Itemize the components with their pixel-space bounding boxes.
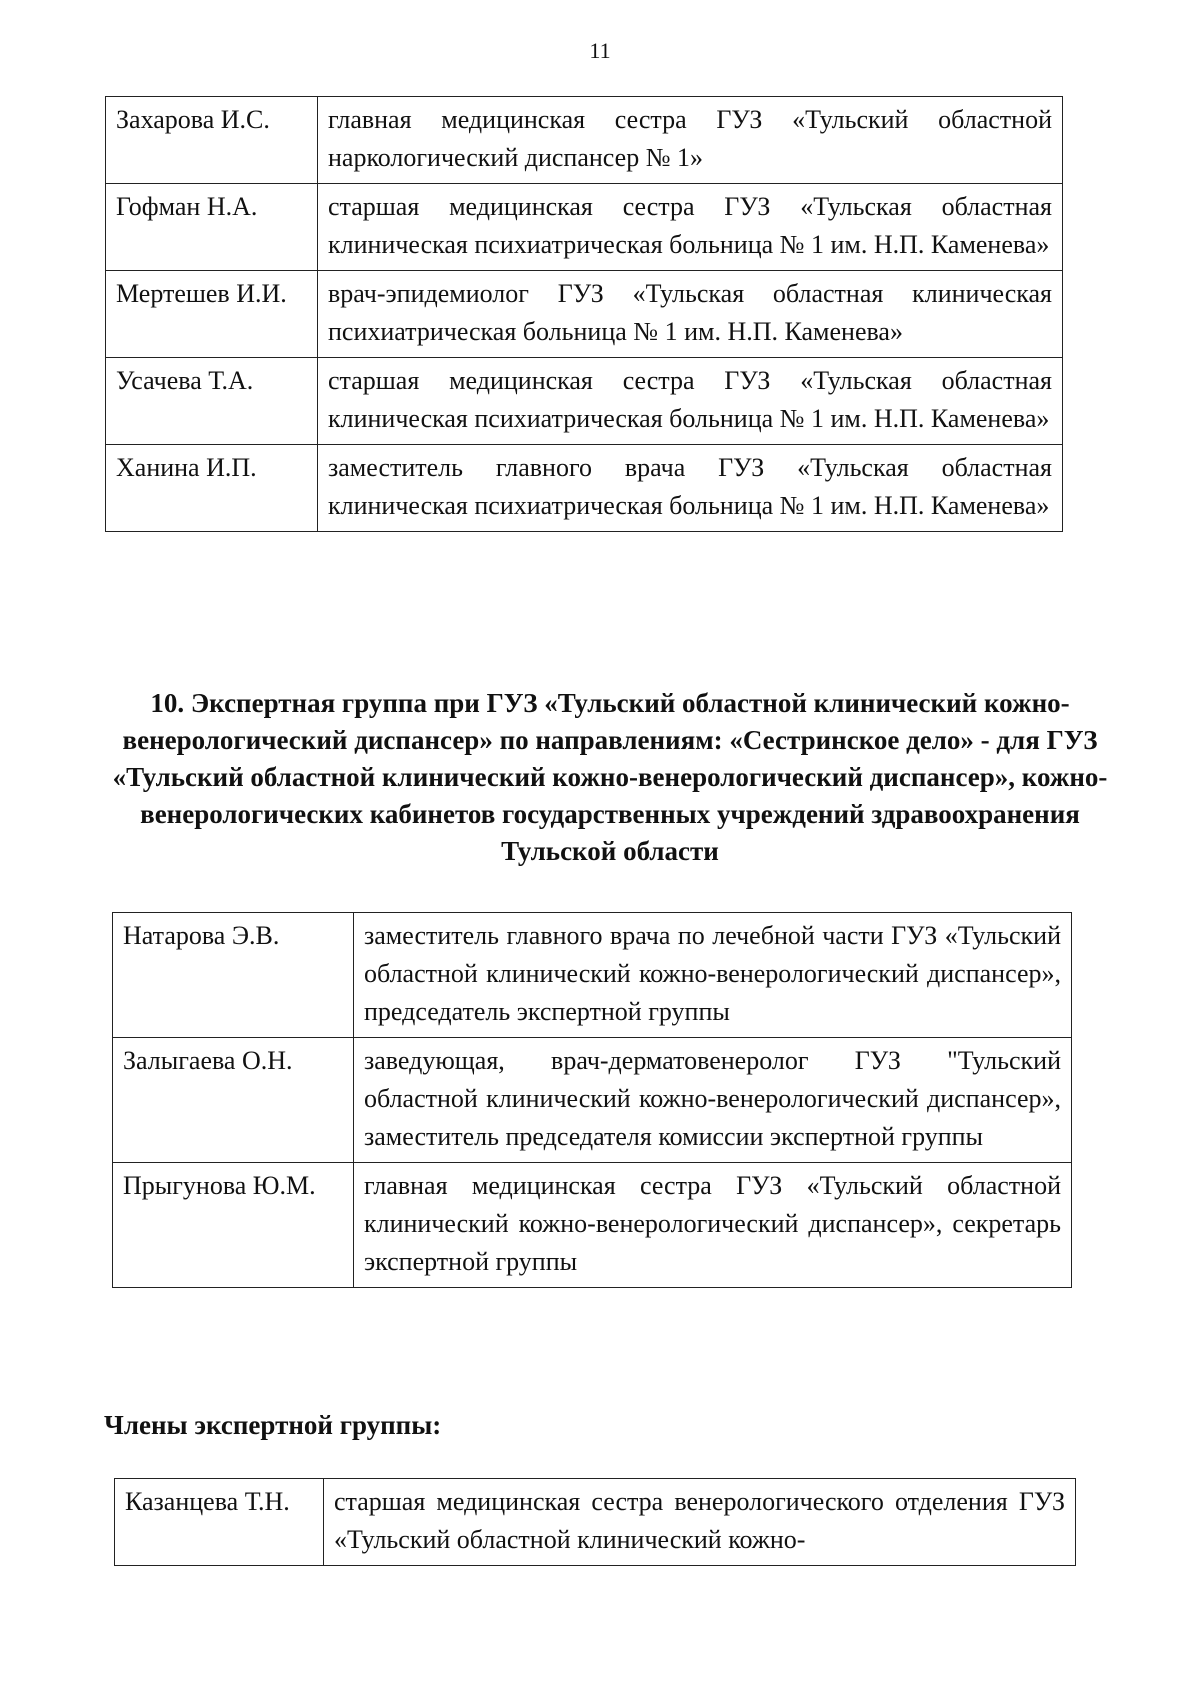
table-row (106, 97, 1063, 184)
table-row (115, 1479, 1076, 1566)
member-name: Казанцева Т.Н. (115, 1479, 324, 1566)
member-name: Захарова И.С. (106, 97, 318, 184)
page-number: 11 (589, 38, 611, 63)
expert-group-members-table (114, 1478, 1076, 1566)
member-name: Усачева Т.А. (106, 358, 318, 445)
table-row (106, 271, 1063, 358)
member-position: главная медицинская сестра ГУЗ «Тульский областной наркологический диспансер № 1» (318, 97, 1063, 184)
member-position: старшая медицинская сестра ГУЗ «Тульская областная клиническая психиатрическая больница № 1 им. Н.П. Каменева» (318, 358, 1063, 445)
member-position: заместитель главного врача ГУЗ «Тульская областная клиническая психиатрическая больница № 1 им. Н.П. Каменева» (318, 445, 1063, 532)
member-name: Мертешев И.И. (106, 271, 318, 358)
table-row (106, 184, 1063, 271)
table-row (113, 913, 1072, 1038)
table-row (113, 1163, 1072, 1288)
member-position: заведующая, врач-дерматовенеролог ГУЗ "Тульский областной клинический кожно-венерологический диспансер», заместитель председателя комиссии экспертной группы (354, 1038, 1072, 1163)
member-position: старшая медицинская сестра ГУЗ «Тульская областная клиническая психиатрическая больница № 1 им. Н.П. Каменева» (318, 184, 1063, 271)
table-row (113, 1038, 1072, 1163)
table-row (106, 358, 1063, 445)
member-position: старшая медицинская сестра венерологического отделения ГУЗ «Тульский областной клинический кожно- (324, 1479, 1076, 1566)
expert-group-leadership-table (112, 912, 1072, 1288)
table-row (106, 445, 1063, 532)
member-name: Залыгаева О.Н. (113, 1038, 354, 1163)
member-position: заместитель главного врача по лечебной части ГУЗ «Тульский областной клинический кожно-венерологический диспансер», председатель экспертной группы (354, 913, 1072, 1038)
member-name: Ханина И.П. (106, 445, 318, 532)
member-position: главная медицинская сестра ГУЗ «Тульский областной клинический кожно-венерологический диспансер», секретарь экспертной группы (354, 1163, 1072, 1288)
commission-table-top (105, 96, 1063, 532)
member-name: Гофман Н.А. (106, 184, 318, 271)
section-10-heading: 10. Экспертная группа при ГУЗ «Тульский областной клинический кожно-венерологический диспансер» по направлениям: «Сестринское дело» - для ГУЗ «Тульский областной клинический кожно-венерологический диспансер», кожно-венерологических кабинетов государственных учреждений здравоохранения Тульской области (112, 688, 1108, 866)
member-position: врач-эпидемиолог ГУЗ «Тульская областная клиническая психиатрическая больница № 1 им. Н.П. Каменева» (318, 271, 1063, 358)
members-heading: Члены экспертной группы: (104, 1410, 442, 1440)
member-name: Прыгунова Ю.М. (113, 1163, 354, 1288)
member-name: Натарова Э.В. (113, 913, 354, 1038)
